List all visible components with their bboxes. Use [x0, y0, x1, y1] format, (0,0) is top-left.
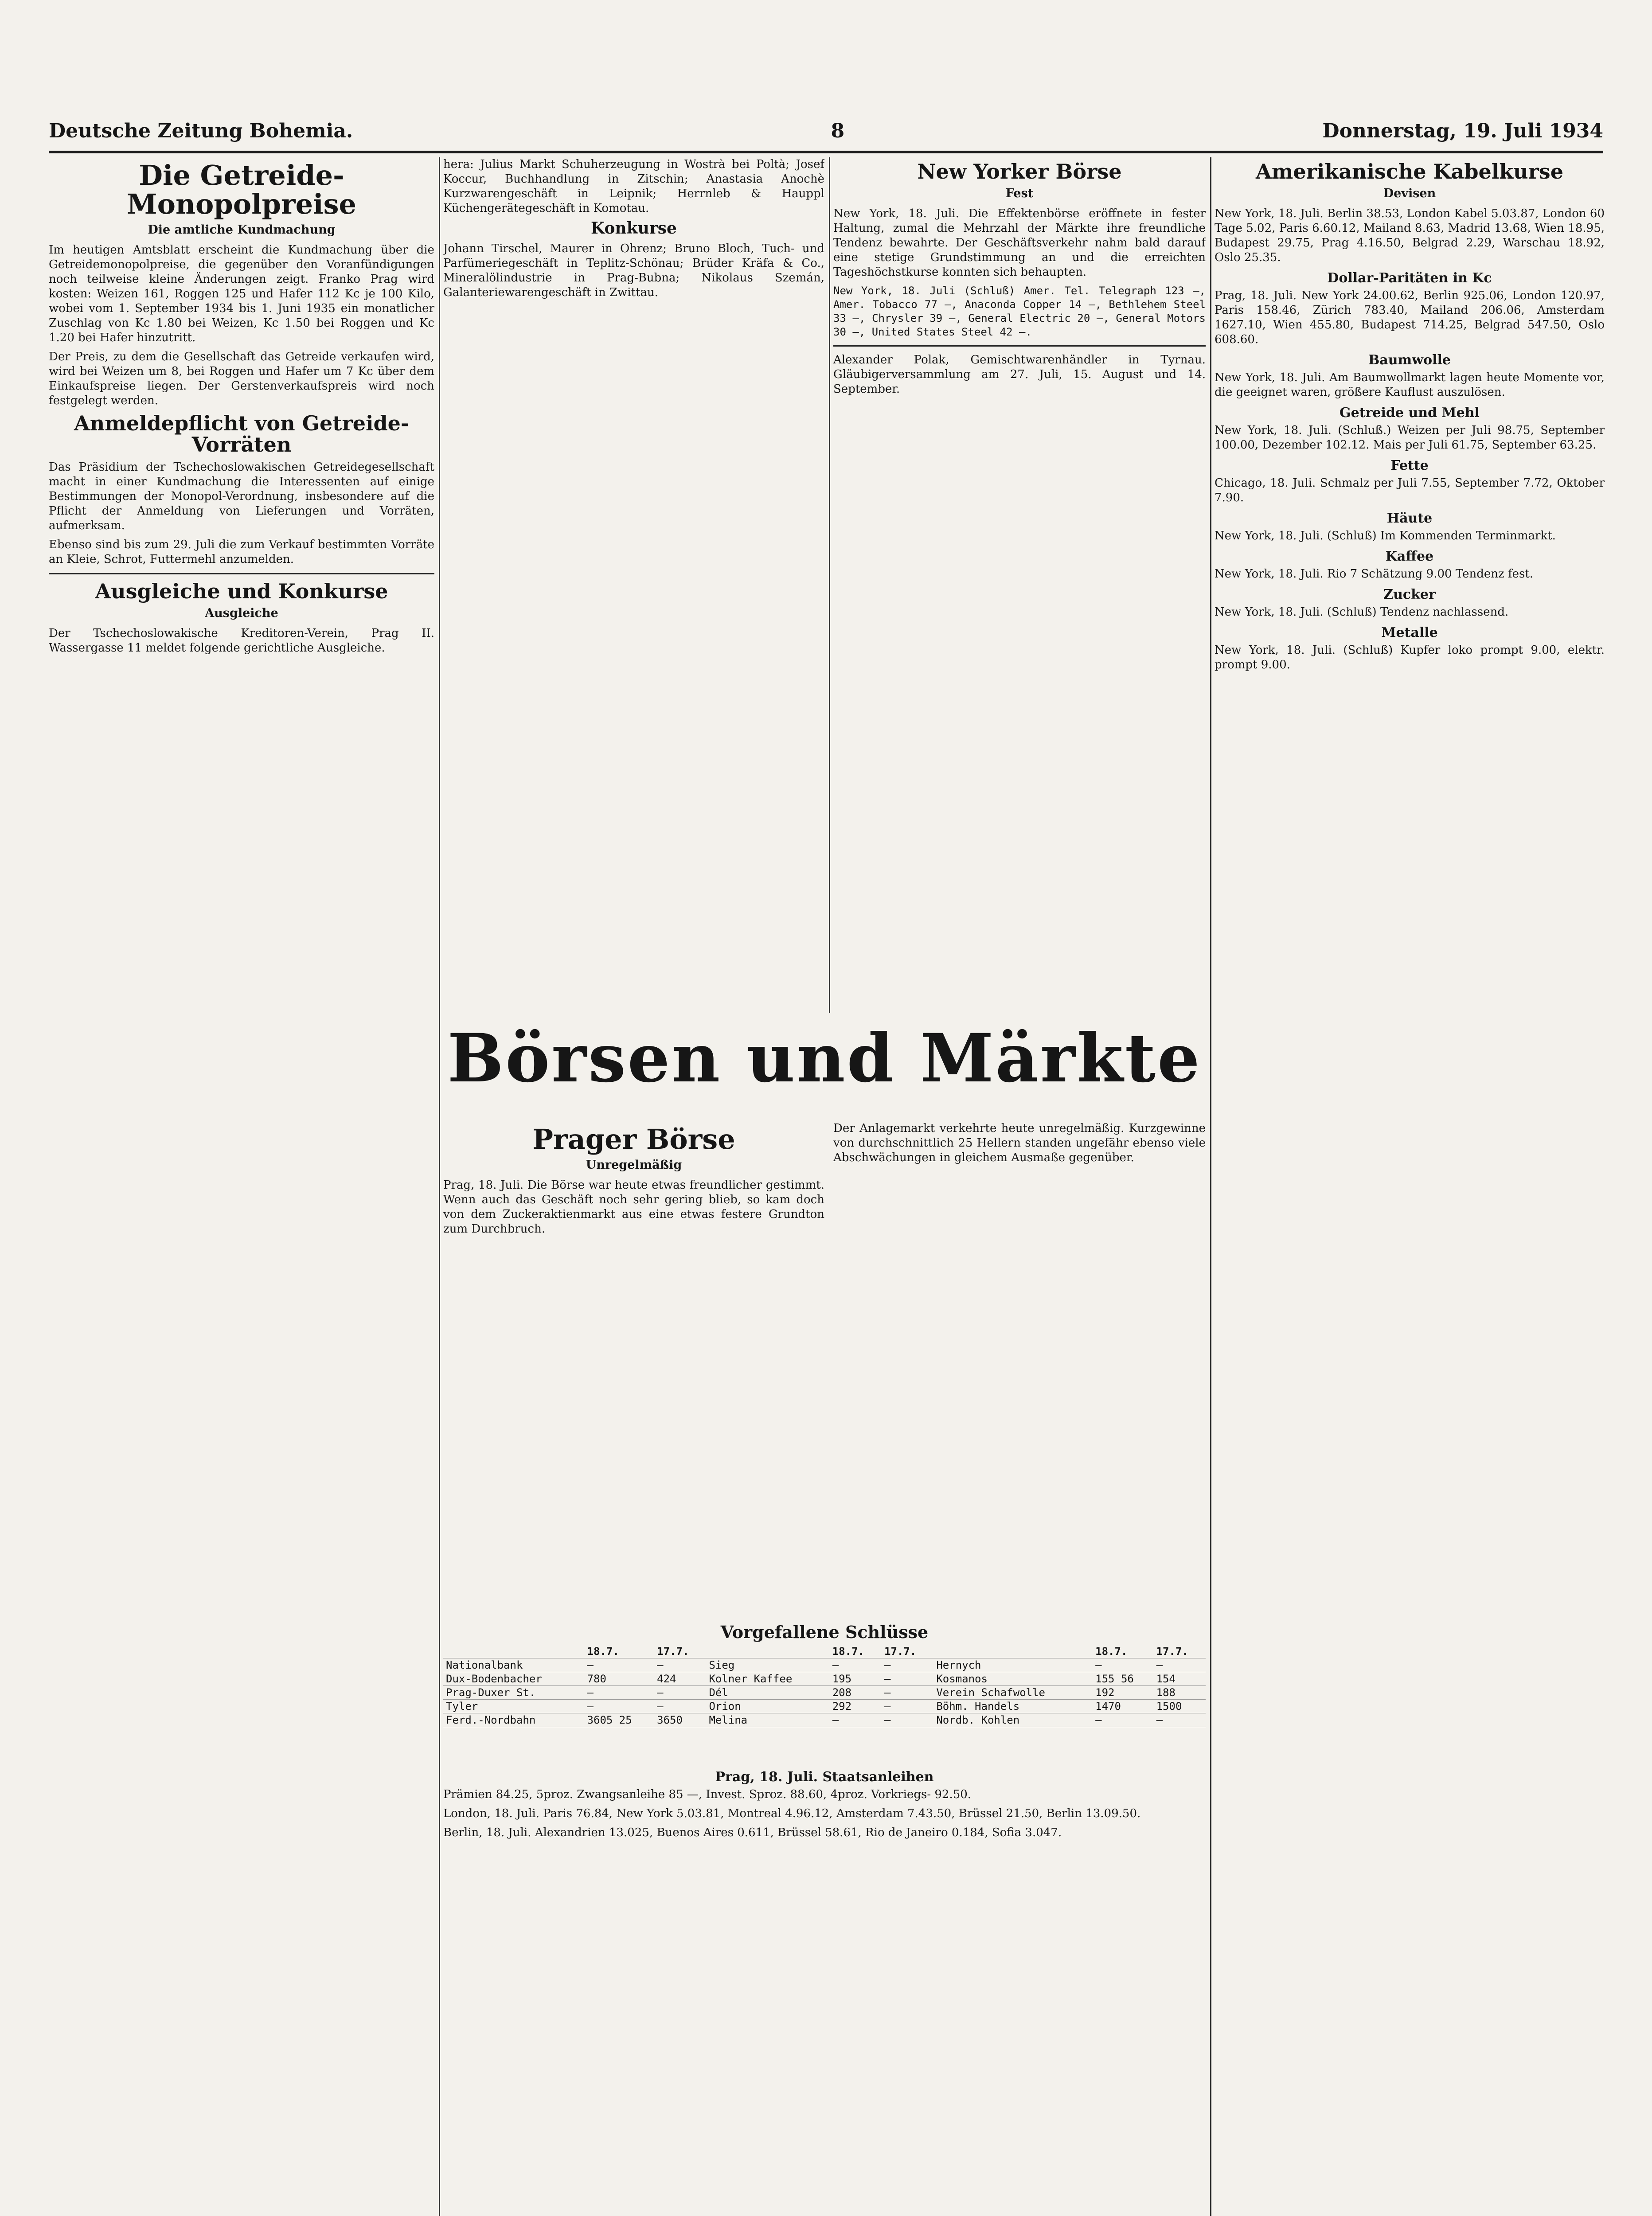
article-paragraph: New York, 18. Juli. Am Baumwollmarkt lagen heute Momente vor, die geeignet waren, größere Kauflust auszulösen.	[1215, 371, 1605, 399]
table-header-cell: 18.7.	[1093, 1645, 1153, 1658]
table-cell: Orion	[706, 1700, 829, 1713]
article-subtitle: Ausgleiche	[205, 606, 278, 620]
table-cell: Sieg	[706, 1658, 829, 1672]
table-cell: —	[830, 1658, 882, 1672]
article-title: Ausgleiche und Konkurse	[95, 579, 388, 603]
table-row	[443, 1672, 1206, 1686]
table-cell: —	[830, 1713, 882, 1727]
section-title: Fette	[1390, 458, 1429, 474]
table-body	[443, 1658, 1206, 1727]
article-paragraph: New York, 18. Juli. Die Effektenbörse eröffnete in fester Haltung, zumal die Mehrzahl der Märkte ihre freundliche Tendenz bewahrte. Der Geschäftsverkehr nahm bald darauf eine stetige Grundstimmung an und die erreichten Tageshöchstkurse konnten sich behaupten.	[833, 207, 1206, 279]
article-paragraph: Der Tschechoslowakische Kreditoren-Verein, Prag II. Wassergasse 11 meldet folgende gerichtliche Ausgleiche.	[49, 627, 434, 655]
table-cell: 188	[1154, 1686, 1206, 1700]
article-subtitle: Fest	[1005, 187, 1034, 201]
article-paragraph: Prag, 18. Juli. New York 24.00.62, Berlin 925.06, London 120.97, Paris 158.46, Zürich 783.40, Mailand 206.06, Amsterdam 1627.10, Wien 455.80, Budapest 714.25, Belgrad 547.50, Oslo 608.60.	[1215, 289, 1605, 347]
article-paragraph: Prämien 84.25, 5proz. Zwangsanleihe 85 —, Invest. Sproz. 88.60, 4proz. Vorkriegs- 92.50.	[443, 1788, 972, 1801]
article-paragraph: Johann Tirschel, Maurer in Ohrenz; Bruno Bloch, Tuch- und Parfümeriegeschäft in Teplitz-Schönau; Brüder Kräfa & Co., Mineralölindustrie in Prag-Bubna; Nikolaus Szemán, Galanteriewarengeschäft in Zwittau.	[443, 242, 824, 299]
table-cell: 195	[830, 1672, 882, 1686]
article-title: Anmeldepflicht von Getreide-Vorräten	[74, 411, 409, 457]
section-title: Häute	[1386, 511, 1433, 527]
table-cell: 1470	[1093, 1700, 1153, 1713]
table-cell: —	[585, 1700, 655, 1713]
table-cell: —	[1154, 1713, 1206, 1727]
table-header-cell	[706, 1645, 829, 1658]
table-cell: Dux-Bodenbacher	[443, 1672, 585, 1686]
table-cell: 424	[654, 1672, 706, 1686]
table-cell: —	[1154, 1658, 1206, 1672]
table-cell: —	[882, 1686, 933, 1700]
table-header-cell: 17.7.	[654, 1645, 706, 1658]
article-paragraph: New York, 18. Juli. (Schluß) Kupfer loko prompt 9.00, elektr. prompt 9.00.	[1215, 644, 1605, 672]
table-cell: 155 56	[1093, 1672, 1153, 1686]
bottom-quotes-area	[443, 1764, 1206, 2216]
article-subtitle: Die amtliche Kundmachung	[148, 223, 336, 237]
column-2	[443, 157, 824, 1013]
article-title: Die Getreide-Monopolpreise	[126, 159, 357, 221]
article-title: New Yorker Börse	[917, 160, 1122, 183]
table-cell: 3605 25	[585, 1713, 655, 1727]
article-paragraph: Der Anlagemarkt verkehrte heute unregelmäßig. Kurzgewinne von durchschnittlich 25 Hellern standen ungefähr ebenso viele Abschwächungen in gleichem Ausmaße gegenüber.	[833, 1122, 1206, 1164]
table-cell: Hernych	[933, 1658, 1093, 1672]
running-header	[49, 113, 1603, 148]
article-paragraph: Im heutigen Amtsblatt erscheint die Kundmachung über die Getreidemonopolpreise, die gegenüber den Voranfündigungen noch teilweise kleine Änderungen zeigt. Franko Prag wird kosten: Weizen 161, Roggen 125 und Hafer 112 Kc je 100 Kilo, wobei vom 1. September 1934 bis 1. Juni 1935 ein monatlicher Zuschlag von Kc 1.80 bei Weizen, Kc 1.50 bei Roggen und Kc 1.20 bei Hafer hinzutritt.	[49, 243, 434, 345]
section-title: Prag, 18. Juli. Staatsanleihen	[715, 1769, 934, 1785]
table-cell: Dél	[706, 1686, 829, 1700]
table-cell: 208	[830, 1686, 882, 1700]
section-banner: Börsen und Märkte	[447, 1019, 1202, 1097]
article-paragraph: Der Preis, zu dem die Gesellschaft das Getreide verkaufen wird, wird bei Weizen um 8, bei Roggen und Hafer um 7 Kc über dem Einkaufspreise liegen. Der Gerstenverkaufspreis wird noch festgelegt werden.	[49, 350, 434, 408]
closing-quotes-table	[443, 1622, 1206, 1755]
table-cell: —	[654, 1686, 706, 1700]
table-cell: —	[1093, 1713, 1153, 1727]
section-title: Dollar-Paritäten in Kc	[1327, 270, 1492, 286]
article-paragraph: Alexander Polak, Gemischtwarenhändler in Tyrnau. Gläubigerversammlung am 27. Juli, 15. August und 14. September.	[833, 353, 1206, 396]
article-paragraph: Prag, 18. Juli. Die Börse war heute etwas freundlicher gestimmt. Wenn auch das Geschäft noch sehr gering blieb, so kam doch von dem Zuckeraktienmarkt aus eine etwas festere Grundton zum Durchbruch.	[443, 1178, 824, 1236]
section-title: Metalle	[1381, 625, 1438, 641]
table-cell: Kolner Kaffee	[706, 1672, 829, 1686]
quotes-table	[443, 1645, 1206, 1727]
section-title: Getreide und Mehl	[1340, 405, 1480, 421]
header-rule	[49, 151, 1603, 153]
table-row	[443, 1700, 1206, 1713]
article-title: Amerikanische Kabelkurse	[1256, 160, 1563, 183]
issue-date: Donnerstag, 19. Juli 1934	[1322, 119, 1603, 142]
column-divider	[829, 157, 830, 1013]
table-cell: 3650	[654, 1713, 706, 1727]
table-cell: —	[882, 1672, 933, 1686]
table-header-cell: 17.7.	[1154, 1645, 1206, 1658]
prague-exchange-article	[443, 1121, 824, 1609]
table-cell: Ferd.-Nordbahn	[443, 1713, 585, 1727]
column-divider	[439, 157, 440, 2216]
article-paragraph: Chicago, 18. Juli. Schmalz per Juli 7.55, September 7.72, Oktober 7.90.	[1215, 476, 1605, 505]
table-cell: Verein Schafwolle	[933, 1686, 1093, 1700]
table-header-cell	[933, 1645, 1093, 1658]
column-4	[1215, 157, 1605, 2216]
article-paragraph: New York, 18. Juli. (Schluß.) Weizen per Juli 98.75, September 100.00, Dezember 102.12. Mais per Juli 61.75, September 63.25.	[1215, 424, 1605, 452]
article-subtitle: Devisen	[1383, 187, 1436, 201]
table-cell: —	[882, 1700, 933, 1713]
article-subtitle: Unregelmäßig	[586, 1158, 682, 1172]
page-number: 8	[831, 119, 845, 142]
table-cell: —	[1093, 1658, 1153, 1672]
article-paragraph: Das Präsidium der Tschechoslowakischen Getreidegesellschaft macht in einer Kundmachung die Interessenten auf einige Bestimmungen der Monopol-Verordnung, insbesondere auf die Pflicht der Anmeldung von Lieferungen und Vorräten, aufmerksam.	[49, 460, 434, 532]
article-title: Prager Börse	[532, 1123, 735, 1155]
table-row	[443, 1686, 1206, 1700]
table-cell: Böhm. Handels	[933, 1700, 1093, 1713]
article-title: Konkurse	[591, 219, 677, 238]
table-cell: —	[585, 1658, 655, 1672]
table-cell: —	[585, 1686, 655, 1700]
table-cell: Kosmanos	[933, 1672, 1093, 1686]
table-cell: —	[654, 1700, 706, 1713]
paper-name: Deutsche Zeitung Bohemia.	[49, 119, 353, 142]
table-cell: 780	[585, 1672, 655, 1686]
article-paragraph: hera: Julius Markt Schuherzeugung in Wostrà bei Poltà; Josef Koccur, Buchhandlung in Zitschin; Anastasia Anochè Kurzwarengeschäft in Leipnik; Herrnleb & Hauppl Küchengerätegeschäft in Komotau.	[443, 158, 824, 215]
column-1	[49, 157, 434, 2216]
article-paragraph: London, 18. Juli. Paris 76.84, New York 5.03.81, Montreal 4.96.12, Amsterdam 7.43.50, Brüssel 21.50, Berlin 13.09.50.	[443, 1807, 1141, 1820]
table-cell: Tyler	[443, 1700, 585, 1713]
table-cell: 1500	[1154, 1700, 1206, 1713]
table-cell: Nordb. Kohlen	[933, 1713, 1093, 1727]
table-cell: —	[882, 1658, 933, 1672]
market-article	[833, 1121, 1206, 1609]
article-paragraph: New York, 18. Juli. Berlin 38.53, London Kabel 5.03.87, London 60 Tage 5.02, Paris 6.60.12, Mailand 8.63, Madrid 13.68, Wien 18.95, Budapest 29.75, Prag 4.16.50, Belgrad 2.29, Warschau 18.92, Oslo 25.35.	[1215, 207, 1605, 265]
table-cell: —	[882, 1713, 933, 1727]
article-paragraph: Ebenso sind bis zum 29. Juli die zum Verkauf bestimmten Vorräte an Kleie, Schrot, Futtermehl anzumelden.	[49, 538, 434, 566]
table-header-cell: 18.7.	[830, 1645, 882, 1658]
table-cell: 154	[1154, 1672, 1206, 1686]
table-cell: Nationalbank	[443, 1658, 585, 1672]
table-title: Vorgefallene Schlüsse	[720, 1622, 929, 1642]
table-cell: Prag-Duxer St.	[443, 1686, 585, 1700]
article-paragraph: New York, 18. Juli. Rio 7 Schätzung 9.00 Tendenz fest.	[1215, 567, 1534, 581]
table-header-row	[443, 1645, 1206, 1658]
table-cell: Melina	[706, 1713, 829, 1727]
quote-list: New York, 18. Juli (Schluß) Amer. Tel. Telegraph 123 —, Amer. Tobacco 77 —, Anaconda Copper 14 —, Bethlehem Steel 33 —, Chrysler 39 —, General Electric 20 —, General Motors 30 —, United States Steel 42 —.	[833, 285, 1206, 339]
column-divider	[1210, 157, 1211, 2216]
table-cell: 192	[1093, 1686, 1153, 1700]
table-cell: —	[654, 1658, 706, 1672]
table-row	[443, 1658, 1206, 1672]
article-paragraph: Berlin, 18. Juli. Alexandrien 13.025, Buenos Aires 0.611, Brüssel 58.61, Rio de Janeiro 0.184, Sofia 3.047.	[443, 1826, 1062, 1839]
table-header-cell	[443, 1645, 585, 1658]
section-title: Baumwolle	[1368, 352, 1451, 368]
table-header-cell: 18.7.	[585, 1645, 655, 1658]
section-title: Zucker	[1383, 587, 1436, 603]
divider	[833, 345, 1206, 347]
table-cell: 292	[830, 1700, 882, 1713]
table-row	[443, 1713, 1206, 1727]
divider	[49, 573, 434, 574]
table-header-cell: 17.7.	[882, 1645, 933, 1658]
section-title: Kaffee	[1385, 549, 1434, 565]
article-paragraph: New York, 18. Juli. (Schluß) Im Kommenden Terminmarkt.	[1215, 529, 1556, 543]
article-paragraph: New York, 18. Juli. (Schluß) Tendenz nachlassend.	[1215, 605, 1509, 619]
